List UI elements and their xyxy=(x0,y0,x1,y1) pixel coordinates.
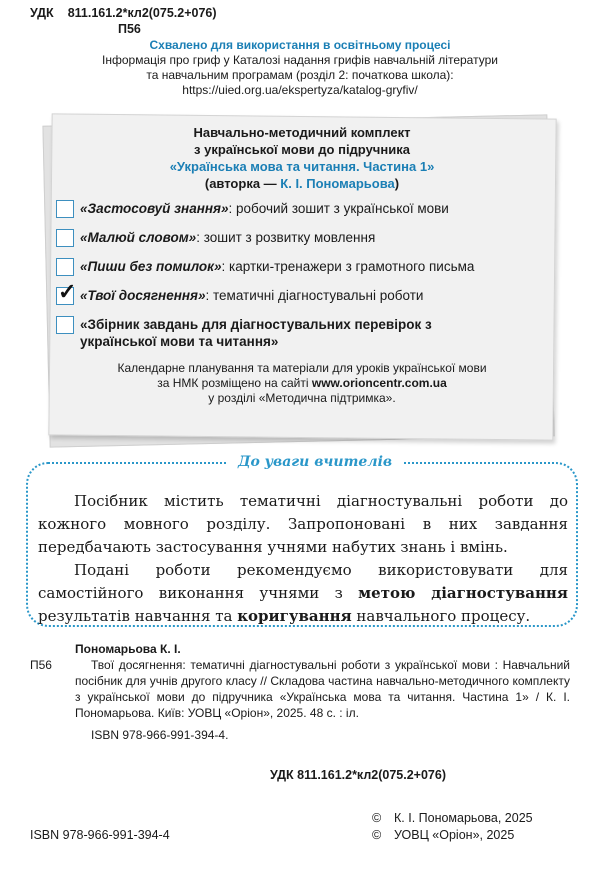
list-item: «Застосовуй знання»: робочий зошит з української мови xyxy=(56,200,552,218)
checkbox-checked[interactable] xyxy=(56,279,77,305)
copyright-publisher: УОВЦ «Оріон», 2025 xyxy=(394,828,515,842)
series-author-line: (авторка — К. І. Пономарьова) xyxy=(204,176,400,191)
udk-header xyxy=(30,6,217,21)
copyright-author: К. І. Пономарьова, 2025 xyxy=(394,811,533,825)
udk-label: УДК xyxy=(30,6,54,20)
checkbox[interactable] xyxy=(56,258,74,276)
approval-url: https://uied.org.ua/ekspertyza/katalog-gryfiv/ xyxy=(182,83,418,97)
list-item: «Малюй словом»: зошит з розвитку мовлення xyxy=(56,229,552,247)
series-title xyxy=(52,124,552,192)
attention-paragraph-1: Посібник містить тематичні діагностувальні роботи до кожного мовного розділу. Запропоновані в них завдання передбачають застосування учнями набутих знань і вмінь. xyxy=(38,492,568,556)
udk-code: 811.161.2*кл2(075.2+076) xyxy=(67,6,217,20)
copyright-block xyxy=(372,810,533,844)
calendar-note: Календарне планування та матеріали для уроків української мови за НМК розміщено на сайті www.orioncentr.com.ua у розділі «Методична підтримка». xyxy=(117,361,487,405)
attention-paragraph-2: Подані роботи рекомендуємо використовувати для самостійного виконання учнями з метою діагностування результатів навчання та коригування навчального процесу. xyxy=(38,561,568,625)
series-author: К. І. Пономарьова xyxy=(280,176,395,191)
series-line-1: Навчально-методичний комплект xyxy=(193,125,411,140)
biblio-udk: УДК 811.161.2*кл2(075.2+076) xyxy=(270,768,446,782)
list-item: «Збірник завдань для діагностувальних перевірок з української мови та читання» xyxy=(56,316,552,350)
checkbox[interactable] xyxy=(56,316,74,334)
copyright-icon: © xyxy=(372,811,382,825)
biblio-description: Твої досягнення: тематичні діагностувальні роботи з української мови : Навчальний посібник для учнів другого класу // Складова частина навчально-методичного комплекту з української мови до підручника «Українська мова та читання. Частина 1» / К. І. Пономарьова. Київ: УОВЦ «Оріон», 2025. 48 с. : іл. xyxy=(75,658,570,720)
attention-text xyxy=(38,490,568,628)
approval-block xyxy=(0,38,600,98)
checkbox[interactable] xyxy=(56,229,74,247)
approval-line-1: Інформація про гриф у Каталозі надання грифів навчальній літератури xyxy=(102,53,498,67)
series-line-2: з української мови до підручника xyxy=(194,142,410,157)
copyright-icon: © xyxy=(372,828,382,842)
list-item: «Пиши без помилок»: картки-тренажери з грамотного письма xyxy=(56,258,552,276)
site-link[interactable]: www.orioncentr.com.ua xyxy=(311,376,447,390)
list-item: ✓ «Твої досягнення»: тематичні діагностувальні роботи xyxy=(58,279,424,304)
series-list xyxy=(56,200,552,350)
bibliographic-record xyxy=(30,641,570,743)
biblio-isbn: ISBN 978-966-991-394-4. xyxy=(91,728,229,742)
index-code: П56 xyxy=(118,22,141,36)
approval-line-2: та навчальним програмам (розділ 2: початкова школа): xyxy=(146,68,454,82)
footer-isbn: ISBN 978-966-991-394-4 xyxy=(30,828,170,842)
biblio-author: Пономарьова К. І. xyxy=(75,642,181,656)
checkmark-icon: ✓ xyxy=(58,279,77,304)
series-block xyxy=(52,118,552,406)
approval-headline: Схвалено для використання в освітньому процесі xyxy=(149,38,451,52)
checkbox[interactable] xyxy=(56,200,74,218)
attention-label: До уваги вчителів xyxy=(228,454,402,470)
attention-box xyxy=(26,454,578,627)
series-textbook: «Українська мова та читання. Частина 1» xyxy=(169,159,435,174)
biblio-index: П56 xyxy=(30,658,52,672)
